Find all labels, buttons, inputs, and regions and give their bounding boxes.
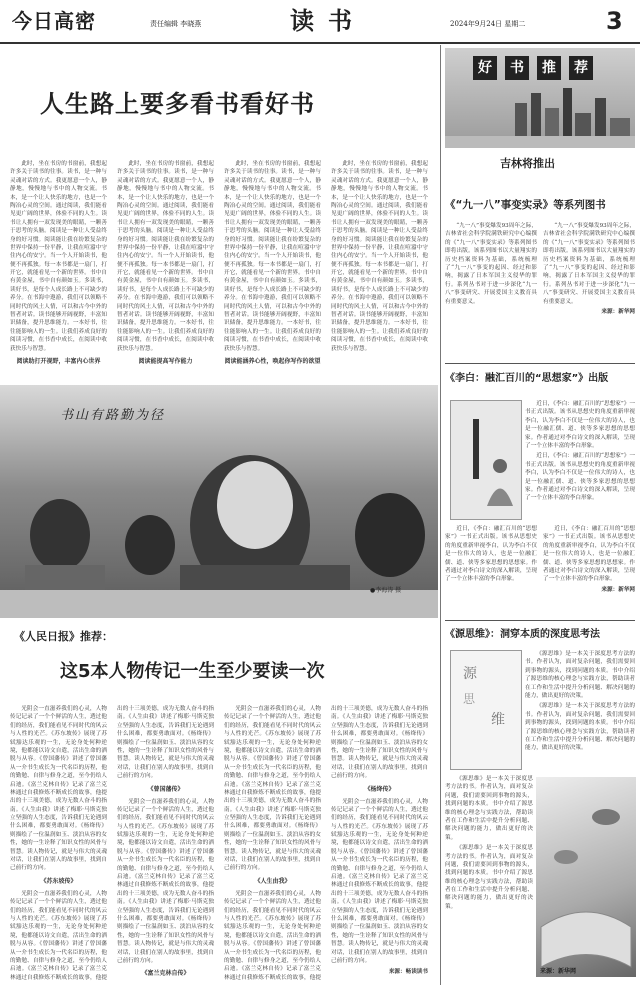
article-paragraph: 近日，《李白：融汇百川的“思想家”》一书正式出版。该书从思想史的角度重新审视李白，认为李白不仅是一位伟大的诗人，也是一位融汇儒、道、侠等多家思想的思想家。作者通过对李白诗文的深入解读，呈现了一个立体丰富的李白形象。 [445,526,537,583]
libai-source: 来源：新华网 [601,586,635,593]
section-divider [445,363,635,364]
cover-figure-icon [481,456,519,506]
article-subheading: 《富兰克林自传》 [141,970,190,978]
city-skyline-banner [445,48,635,148]
section-divider [445,620,635,621]
yuansiwei-source: 来源：新华网 [540,968,577,975]
jilin-title: 《“九一八”事变实录》等系列图书 [445,199,606,211]
banner-char: 书 [505,56,529,80]
article-subheading: 阅读能涵养心性，唤起你写作的欲望 [224,357,321,365]
banner-char: 荐 [569,56,593,80]
column-divider [440,45,441,985]
cover-title-bar [473,419,479,479]
open-book-leaves-photo [536,777,636,977]
yuansiwei-body [445,775,533,980]
article-paragraph: 光阴会一直滋养我们的心灵，人物传记记录了一个个鲜活的人生，透过他们的经历，我们能看见不同时代的风云与人性的光芒。《苏东坡传》展现了苏轼豁达乐观的一生，无论身处何种逆境，他都能以诗文自遣，活出生命的洒脱与从容。《曾国藩传》讲述了曾国藩从一介书生成长为一代名臣的历程，他的勤勉、自律与修身之道，至今仍给人启迪。《富兰克林自传》记录了富兰克林通过自我修炼不断成长的故事，他提出的十三项美德，成为无数人奋斗的指南。《人生由我》讲述了梅耶·马斯克独立坚强的人生态度，告诉我们无论遇到什么困难，都要勇敢面对。《杨绛传》则描绘了一位温润如玉、淡泊从容的女性，她的一生诠释了知识女性的风骨与智慧。读人物传记，就是与伟大的灵魂对话，让我们在别人的故事里，找到自己前行的方向。 [331,798,428,964]
masthead [0,0,640,44]
article-paragraph: “九一八”事变爆发93周年之际，吉林省社会科学院满铁研究中心编撰的《“九一八”事变实录》等系列图书即将出版。该系列图书以大量翔实的历史档案资料为基础，系统梳理了“九一八”事变的起因、经过和影响，揭露了日本军国主义侵华的罪行。系列丛书对于进一步深化“九一八”事变研究、开展爱国主义教育具有重要意义。 [445,223,537,305]
article-paragraph: 此时，坐在书房的书窗前，我想起许多关于读书的往事。读书，是一种与灵魂对话的方式。我更愿意一个人，静静地，慢慢地与书中的人物交流。书本，是一个让人快乐的地方，也是一个陶冶心灵的空间。通过阅读，我们能看见更广阔的世界，体验不同的人生。读书让人拥有一双发现美的眼睛，一颗善于思考的头脑。阅读是一种让人受益终身的好习惯。阅读能让我在纷繁复杂的世界中保持一份平静，让我在喧嚣中守住内心的安宁。当一个人开始读书，他便不再孤独。每一本书都是一扇门，打开它，就能看见一个新的世界。书中自有黄金屋，书中自有颜如玉。多读书，读好书，是每个人成长路上不可缺少的养分。在书海中遨游，我们可以领略不同时代的风土人情，可以和古今中外的智者对话。读书能够开阔视野，丰富知识储备，提升思维能力。一本好书，往往能影响人的一生。让我们养成良好的阅读习惯，在书香中成长，在阅读中收获快乐与智慧。 [117,161,214,352]
issue-date: 2024年9月24日 星期二 [450,20,526,28]
article-paragraph: 光阴会一直滋养我们的心灵，人物传记记录了一个个鲜活的人生，透过他们的经历，我们能看见不同时代的风云与人性的光芒。《苏东坡传》展现了苏轼豁达乐观的一生，无论身处何种逆境，他都能以诗文自遣，活出生命的洒脱与从容。《曾国藩传》讲述了曾国藩从一介书生成长为一代名臣的历程，他的勤勉、自律与修身之道，至今仍给人启迪。《富兰克林自传》记录了富兰克林通过自我修炼不断成长的故事，他提出的十三项美德，成为无数人奋斗的指南。《人生由我》讲述了梅耶·马斯克独立坚强的人生态度，告诉我们无论遇到什么困难，都要勇敢面对。《杨绛传》则描绘了一位温润如玉、淡泊从容的女性，她的一生诠释了知识女性的风骨与智慧。读人物传记，就是与伟大的灵魂对话，让我们在别人的故事里，找到自己前行的方向。 [10,706,214,981]
banner-char: 推 [537,56,561,80]
article-paragraph: 《源思维》是一本关于深度思考方法的书。作者认为，面对复杂问题，我们需要回到事物的源头，找到问题的本质。书中介绍了源思维的核心理念与实践方法，帮助读者在工作和生活中提升分析问题、解决问题的能力，做出更好的决策。 [445,776,533,841]
article-paragraph: 此时，坐在书房的书窗前，我想起许多关于读书的往事。读书，是一种与灵魂对话的方式。我更愿意一个人，静静地，慢慢地与书中的人物交流。书本，是一个让人快乐的地方，也是一个陶冶心灵的空间。通过阅读，我们能看见更广阔的世界，体验不同的人生。读书让人拥有一双发现美的眼睛，一颗善于思考的头脑。阅读是一种让人受益终身的好习惯。阅读能让我在纷繁复杂的世界中保持一份平静，让我在喧嚣中守住内心的安宁。当一个人开始读书，他便不再孤独。每一本书都是一扇门，打开它，就能看见一个新的世界。书中自有黄金屋，书中自有颜如玉。多读书，读好书，是每个人成长路上不可缺少的养分。在书海中遨游，我们可以领略不同时代的风土人情，可以和古今中外的智者对话。读书能够开阔视野，丰富知识储备，提升思维能力。一本好书，往往能影响人的一生。让我们养成良好的阅读习惯，在书香中成长，在阅读中收获快乐与智慧。 [10,161,107,352]
article-paragraph: 此时，坐在书房的书窗前，我想起许多关于读书的往事。读书，是一种与灵魂对话的方式。我更愿意一个人，静静地，慢慢地与书中的人物交流。书本，是一个让人快乐的地方，也是一个陶冶心灵的空间。通过阅读，我们能看见更广阔的世界，体验不同的人生。读书让人拥有一双发现美的眼睛，一颗善于思考的头脑。阅读是一种让人受益终身的好习惯。阅读能让我在纷繁复杂的世界中保持一份平静，让我在喧嚣中守住内心的安宁。当一个人开始读书，他便不再孤独。每一本书都是一扇门，打开它，就能看见一个新的世界。书中自有黄金屋，书中自有颜如玉。多读书，读好书，是每个人成长路上不可缺少的养分。在书海中遨游，我们可以领略不同时代的风土人情，可以和古今中外的智者对话。读书能够开阔视野，丰富知识储备，提升思维能力。一本好书，往往能影响人的一生。让我们养成良好的阅读习惯，在书香中成长，在阅读中收获快乐与智慧。 [331,161,428,352]
article-subheading: 《曾国藩传》 [147,785,184,793]
photo-caption: 书山有路勤为径 [60,408,166,423]
article-paragraph: 近日，《李白：融汇百川的“思想家”》一书正式出版。该书从思想史的角度重新审视李白，认为李白不仅是一位伟大的诗人，也是一位融汇儒、道、侠等多家思想的思想家。作者通过对李白诗文的深入解读，呈现了一个立体丰富的李白形象。 [525,453,635,502]
article-paragraph: 光阴会一直滋养我们的心灵，人物传记记录了一个个鲜活的人生，透过他们的经历，我们能看见不同时代的风云与人性的光芒。《苏东坡传》展现了苏轼豁达乐观的一生，无论身处何种逆境，他都能以诗文自遣，活出生命的洒脱与从容。《曾国藩传》讲述了曾国藩从一介书生成长为一代名臣的历程，他的勤勉、自律与修身之道，至今仍给人启迪。《富兰克林自传》记录了富兰克林通过自我修炼不断成长的故事，他提出的十三项美德，成为无数人奋斗的指南。《人生由我》讲述了梅耶·马斯克独立坚强的人生态度，告诉我们无论遇到什么困难，都要勇敢面对。《杨绛传》则描绘了一位温润如玉、淡泊从容的女性，她的一生诠释了知识女性的风骨与智慧。读人物传记，就是与伟大的灵魂对话，让我们在别人的故事里，找到自己前行的方向。 [224,706,321,872]
libai-title: 《李白：融汇百川的“思想家”》出版 [445,373,609,384]
book-cover-libai [450,400,522,520]
yuansiwei-body-side [525,650,635,775]
jilin-body [445,222,635,357]
article-paragraph: “九一八”事变爆发93周年之际，吉林省社会科学院满铁研究中心编撰的《“九一八”事变实录》等系列图书即将出版。该系列图书以大量翔实的历史档案资料为基础，系统梳理了“九一八”事变的起因、经过和影响，揭露了日本军国主义侵华的罪行。系列丛书对于进一步深化“九一八”事变研究、开展爱国主义教育具有重要意义。 [543,223,635,305]
classroom-photo [0,385,438,618]
yuansiwei-title: 《源思维》：洞穿本质的深度思考法 [445,629,600,640]
article-paragraph: 光阴会一直滋养我们的心灵，人物传记记录了一个个鲜活的人生，透过他们的经历，我们能看见不同时代的风云与人性的光芒。《苏东坡传》展现了苏轼豁达乐观的一生，无论身处何种逆境，他都能以诗文自遣，活出生命的洒脱与从容。《曾国藩传》讲述了曾国藩从一介书生成长为一代名臣的历程，他的勤勉、自律与修身之道，至今仍给人启迪。《富兰克林自传》记录了富兰克林通过自我修炼不断成长的故事，他提出的十三项美德，成为无数人奋斗的指南。《人生由我》讲述了梅耶·马斯克独立坚强的人生态度，告诉我们无论遇到什么困难，都要勇敢面对。《杨绛传》则描绘了一位温润如玉、淡泊从容的女性，她的一生诠释了知识女性的风骨与智慧。读人物传记，就是与伟大的灵魂对话，让我们在别人的故事里，找到自己前行的方向。 [224,706,428,981]
article-subheading: 《人生由我》 [254,877,291,885]
article-paragraph: 近日，《李白：融汇百川的“思想家”》一书正式出版。该书从思想史的角度重新审视李白，认为李白不仅是一位伟大的诗人，也是一位融汇儒、道、侠等多家思想的思想家。作者通过对李白诗文的深入解读，呈现了一个立体丰富的李白形象。 [525,401,635,449]
article-subheading: 阅读助打开视野，丰富内心世界 [16,357,101,365]
cover-char: 源 [463,666,477,682]
bio-source: 来源：畅读读书 [388,969,428,976]
article-paragraph: 近日，《李白：融汇百川的“思想家”》一书正式出版。该书从思想史的角度重新审视李白，认为李白不仅是一位伟大的诗人，也是一位融汇儒、道、侠等多家思想的思想家。作者通过对李白诗文的深入解读，呈现了一个立体丰富的李白形象。 [543,526,635,583]
bio-article-body [10,705,428,983]
article-paragraph: 光阴会一直滋养我们的心灵，人物传记记录了一个个鲜活的人生，透过他们的经历，我们能看见不同时代的风云与人性的光芒。《苏东坡传》展现了苏轼豁达乐观的一生，无论身处何种逆境，他都能以诗文自遣，活出生命的洒脱与从容。《曾国藩传》讲述了曾国藩从一介书生成长为一代名臣的历程，他的勤勉、自律与修身之道，至今仍给人启迪。《富兰克林自传》记录了富兰克林通过自我修炼不断成长的故事，他提出的十三项美德，成为无数人奋斗的指南。《人生由我》讲述了梅耶·马斯克独立坚强的人生态度，告诉我们无论遇到什么困难，都要勇敢面对。《杨绛传》则描绘了一位温润如玉、淡泊从容的女性，她的一生诠释了知识女性的风骨与智慧。读人物传记，就是与伟大的灵魂对话，让我们在别人的故事里，找到自己前行的方向。 [10,706,107,872]
libai-body-side [525,400,635,525]
banner-title [473,56,593,80]
main-headline: 人生路上要多看书看好书 [40,90,315,118]
cover-char: 维 [491,712,505,728]
newspaper-logo: 今日高密 [12,9,96,33]
jilin-source: 来源：新华网 [601,308,635,315]
page-number: 3 [606,7,623,35]
editor-credit: 责任编辑 李晓燕 [150,20,202,28]
article-subheading: 《苏东坡传》 [40,877,77,885]
bio-headline: 这5本人物传记一生至少要读一次 [60,661,325,682]
section-title: 读书 [290,6,366,35]
article-paragraph: 此时，坐在书房的书窗前，我想起许多关于读书的往事。读书，是一种与灵魂对话的方式。我更愿意一个人，静静地，慢慢地与书中的人物交流。书本，是一个让人快乐的地方，也是一个陶冶心灵的空间。通过阅读，我们能看见更广阔的世界，体验不同的人生。读书让人拥有一双发现美的眼睛，一颗善于思考的头脑。阅读是一种让人受益终身的好习惯。阅读能让我在纷繁复杂的世界中保持一份平静，让我在喧嚣中守住内心的安宁。当一个人开始读书，他便不再孤独。每一本书都是一扇门，打开它，就能看见一个新的世界。书中自有黄金屋，书中自有颜如玉。多读书，读好书，是每个人成长路上不可缺少的养分。在书海中遨游，我们可以领略不同时代的风土人情，可以和古今中外的智者对话。读书能够开阔视野，丰富知识储备，提升思维能力。一本好书，往往能影响人的一生。让我们养成良好的阅读习惯，在书香中成长，在阅读中收获快乐与智慧。 [224,161,321,352]
jilin-pre-title: 吉林将推出 [500,157,555,170]
article-subheading: 《杨绛传》 [364,785,395,793]
photo-credit: ●李海涛 摄 [370,587,402,594]
article-paragraph: 《源思维》是一本关于深度思考方法的书。作者认为，面对复杂问题，我们需要回到事物的源头，找到问题的本质。书中介绍了源思维的核心理念与实践方法，帮助读者在工作和生活中提升分析问题、解决问题的能力，做出更好的决策。 [525,703,635,752]
open-book-illustration [536,777,636,977]
article-subheading: 阅读能提高写作能力 [138,357,193,365]
article-paragraph: 光阴会一直滋养我们的心灵，人物传记记录了一个个鲜活的人生，透过他们的经历，我们能看见不同时代的风云与人性的光芒。《苏东坡传》展现了苏轼豁达乐观的一生，无论身处何种逆境，他都能以诗文自遣，活出生命的洒脱与从容。《曾国藩传》讲述了曾国藩从一介书生成长为一代名臣的历程，他的勤勉、自律与修身之道，至今仍给人启迪。《富兰克林自传》记录了富兰克林通过自我修炼不断成长的故事，他提出的十三项美德，成为无数人奋斗的指南。《人生由我》讲述了梅耶·马斯克独立坚强的人生态度，告诉我们无论遇到什么困难，都要勇敢面对。《杨绛传》则描绘了一位温润如玉、淡泊从容的女性，她的一生诠释了知识女性的风骨与智慧。读人物传记，就是与伟大的灵魂对话，让我们在别人的故事里，找到自己前行的方向。 [117,798,214,964]
main-article-body [10,160,428,370]
libai-body [445,525,635,615]
cover-char: 思 [463,692,476,706]
article-paragraph: 《源思维》是一本关于深度思考方法的书。作者认为，面对复杂问题，我们需要回到事物的源头，找到问题的本质。书中介绍了源思维的核心理念与实践方法，帮助读者在工作和生活中提升分析问题、解决问题的能力，做出更好的决策。 [445,845,533,910]
banner-char: 好 [473,56,497,80]
article-paragraph: 《源思维》是一本关于深度思考方法的书。作者认为，面对复杂问题，我们需要回到事物的源头，找到问题的本质。书中介绍了源思维的核心理念与实践方法，帮助读者在工作和生活中提升分析问题、解决问题的能力，做出更好的决策。 [525,651,635,699]
bio-pre-title: 《人民日报》推荐： [14,630,113,643]
book-cover-yuansiwei [450,650,522,770]
